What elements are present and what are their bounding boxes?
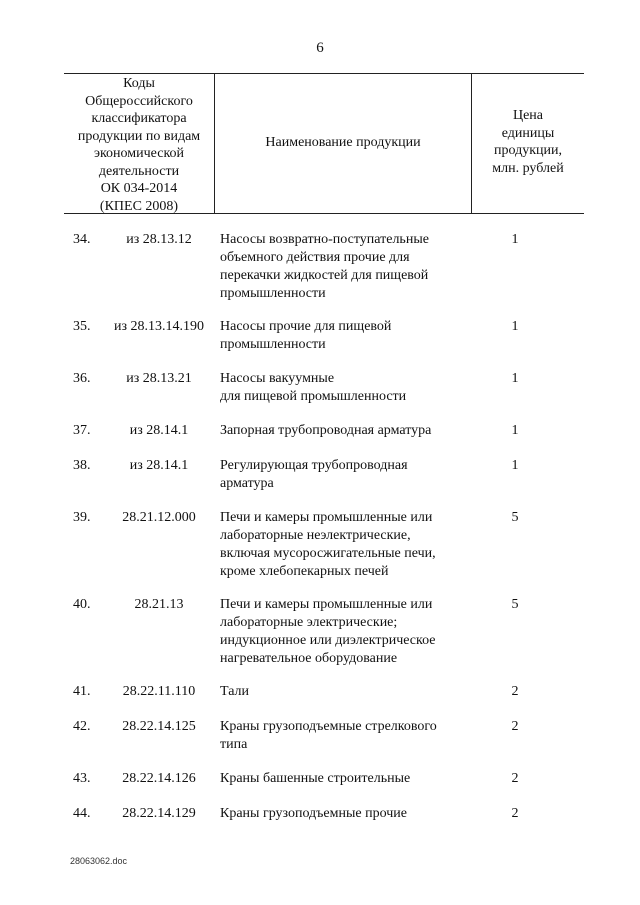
row-name: Запорная трубопроводная арматура (220, 423, 432, 438)
row-price: 5 (511, 597, 519, 612)
codes-column-header: Коды Общероссийского классификатора продукции по видам экономической деятельности ОК 034-2014 (КПЕС 2008) (77, 76, 201, 214)
header-top-rule (64, 73, 584, 74)
row-price: 1 (511, 423, 519, 438)
row-code: 28.21.12.000 (122, 510, 196, 525)
row-name: Тали (220, 684, 250, 699)
row-name: Краны грузоподъемные прочие (220, 806, 407, 821)
row-number: 41. (73, 684, 91, 699)
row-price: 2 (511, 771, 519, 786)
row-price: 1 (511, 371, 519, 386)
row-number: 43. (73, 771, 91, 786)
row-code: из 28.14.1 (129, 458, 189, 473)
row-number: 40. (73, 597, 91, 612)
row-number: 35. (73, 319, 91, 334)
table-header (64, 73, 584, 214)
row-price: 2 (511, 719, 519, 734)
row-code: из 28.13.14.190 (113, 319, 205, 334)
row-code: 28.22.14.126 (122, 771, 196, 786)
row-code: из 28.13.12 (126, 232, 192, 247)
row-code: 28.22.14.129 (122, 806, 196, 821)
name-column-header: Наименование продукции (265, 135, 421, 150)
row-code: 28.22.11.110 (122, 684, 196, 699)
row-name: Печи и камеры промышленные или лабораторные электрические; индукционное или диэлектрическое нагревательное оборудование (220, 597, 436, 666)
row-code: 28.22.14.125 (122, 719, 196, 734)
price-column-header: Цена единицы продукции, млн. рублей (492, 108, 564, 176)
row-code: 28.21.13 (134, 597, 184, 612)
row-name: Насосы возвратно-поступательные объемного действия прочие для перекачки жидкостей для пищевой промышленности (220, 232, 429, 301)
row-number: 38. (73, 458, 91, 473)
row-name: Краны башенные строительные (220, 771, 411, 786)
row-price: 1 (511, 232, 519, 247)
row-number: 34. (73, 232, 91, 247)
row-price: 1 (511, 458, 519, 473)
row-number: 39. (73, 510, 91, 525)
row-name: Регулирующая трубопроводная арматура (220, 458, 408, 491)
row-number: 44. (73, 806, 91, 821)
row-name: Печи и камеры промышленные или лабораторные неэлектрические, включая мусоросжигательные печи, кроме хлебопекарных печей (220, 510, 436, 579)
row-code: из 28.14.1 (129, 423, 189, 438)
page-number: 6 (316, 40, 324, 56)
row-price: 2 (511, 806, 519, 821)
row-name: Насосы вакуумные для пищевой промышленности (220, 371, 407, 404)
row-code: из 28.13.21 (126, 371, 192, 386)
row-name: Краны грузоподъемные стрелкового типа (220, 719, 437, 752)
document-filename: 28063062.doc (70, 856, 128, 866)
row-price: 1 (511, 319, 519, 334)
row-name: Насосы прочие для пищевой промышленности (220, 319, 392, 352)
row-price: 5 (511, 510, 519, 525)
row-number: 36. (73, 371, 91, 386)
row-price: 2 (511, 684, 519, 699)
row-number: 42. (73, 719, 91, 734)
row-number: 37. (73, 423, 91, 438)
